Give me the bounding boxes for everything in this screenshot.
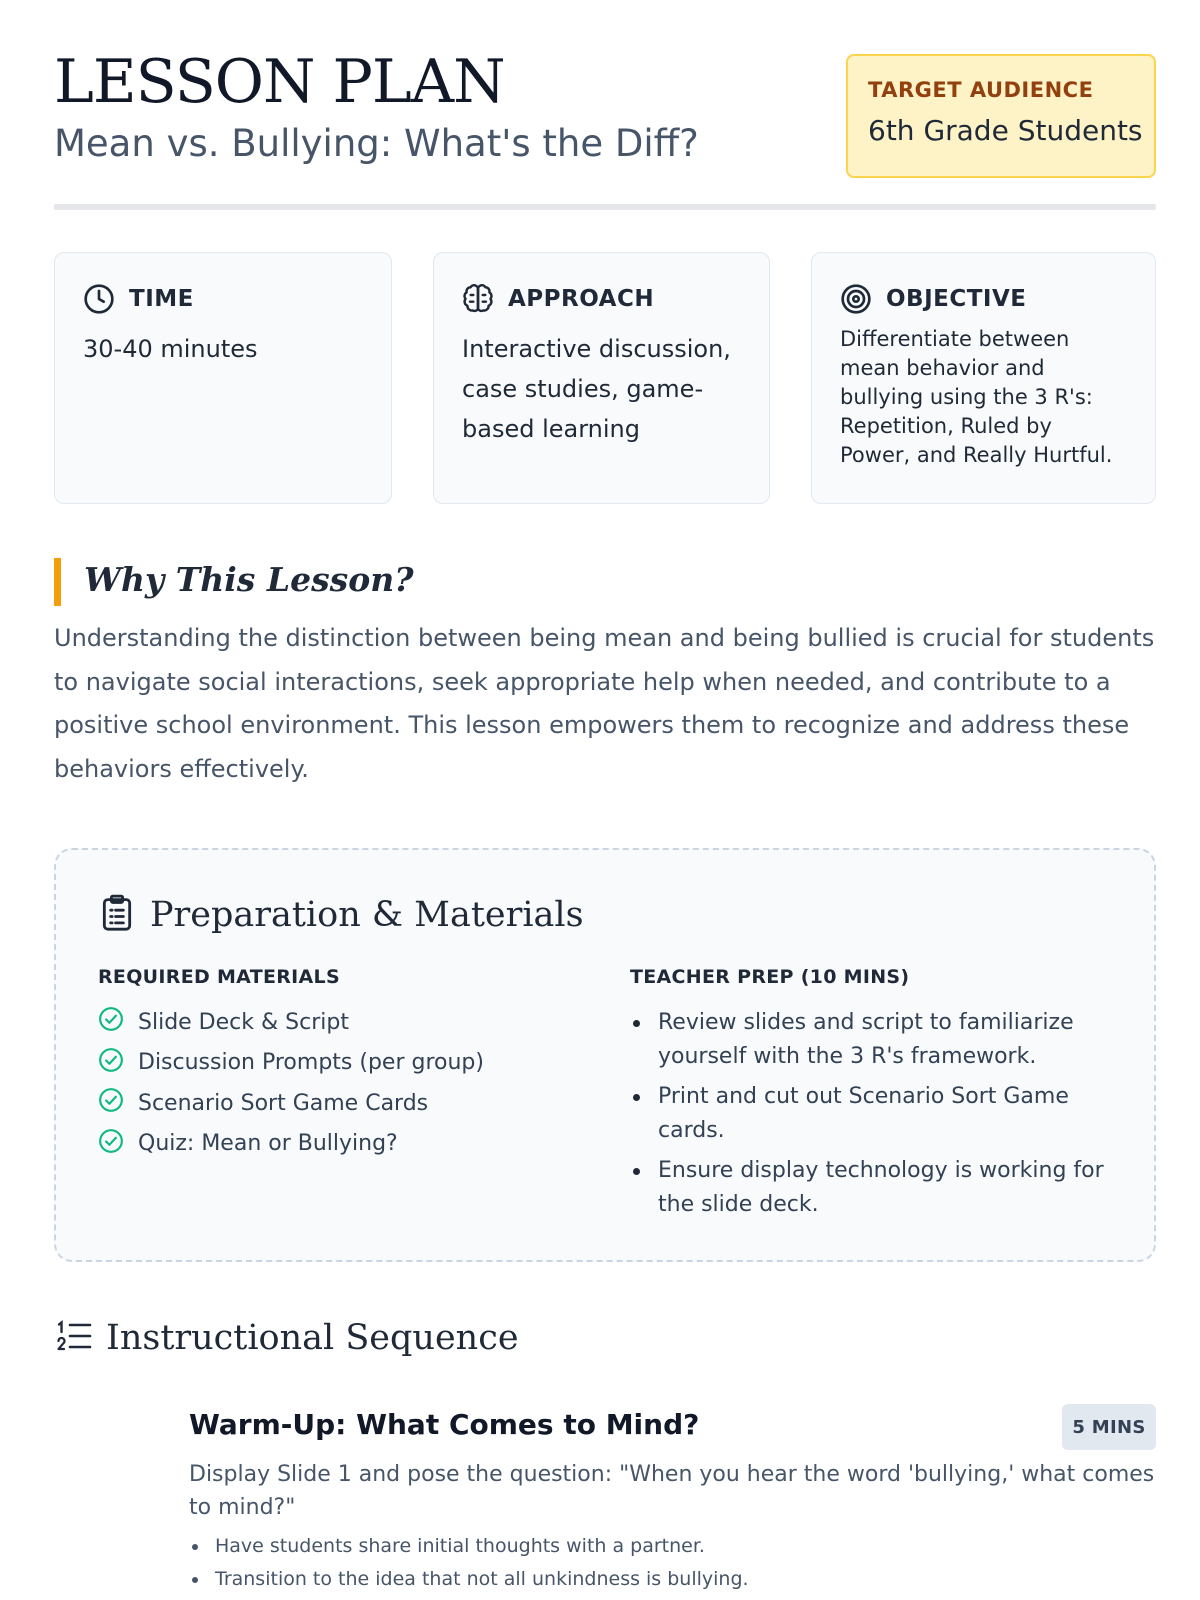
list-item: Transition to the idea that not all unkindness is bullying. <box>189 1563 749 1596</box>
list-item: Have students share initial thoughts with a partner. <box>189 1530 749 1563</box>
list-item: Print and cut out Scenario Sort Game cards. <box>630 1080 1110 1148</box>
numbered-list-icon <box>56 1319 92 1357</box>
material-label: Discussion Prompts (per group) <box>138 1050 484 1076</box>
teacher-prep-list <box>630 1006 1110 1228</box>
clipboard-icon <box>100 894 134 936</box>
brain-icon <box>462 283 494 315</box>
step-title: Warm-Up: What Comes to Mind? <box>189 1408 700 1441</box>
list-item <box>98 1124 484 1165</box>
sequence-title: Instructional Sequence <box>106 1318 519 1358</box>
audience-label: TARGET AUDIENCE <box>868 78 1094 102</box>
page-subtitle: Mean vs. Bullying: What's the Diff? <box>54 122 699 165</box>
material-label: Quiz: Mean or Bullying? <box>138 1131 398 1157</box>
list-item <box>98 1002 484 1043</box>
check-circle-icon <box>98 1087 124 1119</box>
clock-icon <box>83 283 115 315</box>
sequence-header <box>56 1318 519 1358</box>
card-text: Differentiate between mean behavior and bullying using the 3 R's: Repetition, Ruled by Power, and Really Hurtful. <box>840 327 1113 467</box>
material-label: Scenario Sort Game Cards <box>138 1090 429 1116</box>
list-item <box>98 1083 484 1124</box>
materials-heading: REQUIRED MATERIALS <box>98 966 340 988</box>
check-circle-icon <box>98 1047 124 1079</box>
card-label: TIME <box>129 286 194 312</box>
teacher-prep-heading: TEACHER PREP (10 MINS) <box>630 966 910 988</box>
why-text: Understanding the distinction between being mean and being bullied is crucial for students to navigate social interactions, seek appropriate help when needed, and contribute to a positive school environment. This lesson empowers them to recognize and address these behaviors effectively. <box>54 624 1155 783</box>
card-text: 30-40 minutes <box>83 335 258 363</box>
prep-title: Preparation & Materials <box>150 895 584 935</box>
step-bullets <box>189 1530 749 1596</box>
card-text: Interactive discussion, case studies, game-based learning <box>462 335 731 443</box>
material-label: Slide Deck & Script <box>138 1009 349 1035</box>
step-description: Display Slide 1 and pose the question: "When you hear the word 'bullying,' what comes to mind?" <box>189 1462 1155 1520</box>
preparation-box <box>54 848 1156 1262</box>
card-label: APPROACH <box>508 286 655 312</box>
list-item <box>98 1043 484 1084</box>
check-circle-icon <box>98 1006 124 1038</box>
list-item: Review slides and script to familiarize yourself with the 3 R's framework. <box>630 1006 1110 1074</box>
approach-card <box>433 252 770 504</box>
why-title: Why This Lesson? <box>84 560 414 599</box>
target-icon <box>840 283 872 315</box>
header-divider <box>54 204 1156 210</box>
list-item: Ensure display technology is working for the slide deck. <box>630 1154 1110 1222</box>
audience-value: 6th Grade Students <box>868 114 1143 147</box>
target-audience-badge <box>846 54 1156 178</box>
check-circle-icon <box>98 1128 124 1160</box>
time-card <box>54 252 392 504</box>
objective-card <box>811 252 1156 504</box>
page-title: LESSON PLAN <box>54 47 505 117</box>
accent-bar <box>54 558 61 606</box>
duration-badge: 5 MINS <box>1062 1404 1156 1450</box>
materials-list <box>98 1002 484 1164</box>
card-label: OBJECTIVE <box>886 286 1027 312</box>
